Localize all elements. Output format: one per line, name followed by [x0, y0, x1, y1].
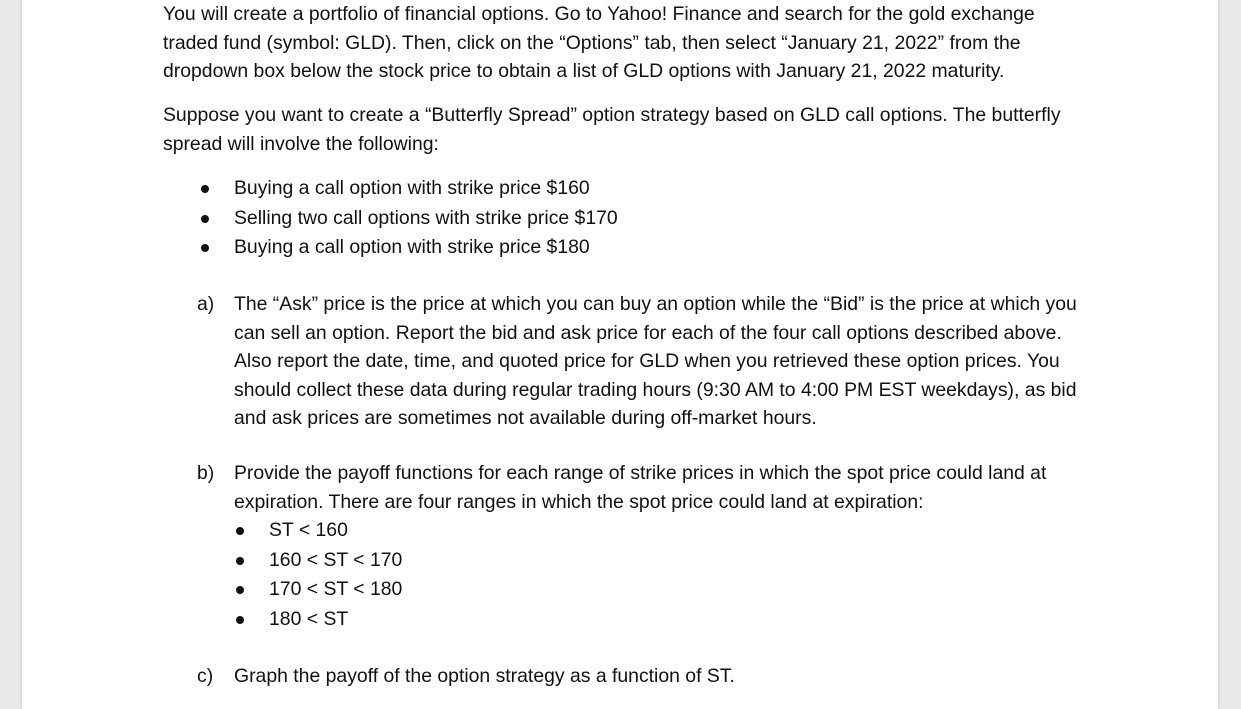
list-item: 160 < ST < 170	[234, 546, 1103, 576]
question-a	[163, 290, 1103, 433]
question-c-text: Graph the payoff of the option strategy as a function of ST.	[234, 665, 735, 687]
question-b	[163, 459, 1103, 634]
price-range-list	[234, 516, 1103, 634]
strategy-paragraph: Suppose you want to create a “Butterfly Spread” option strategy based on GLD call options. The butterfly spread will involve the following:	[163, 104, 1061, 155]
question-b-letter: b)	[197, 462, 215, 484]
intro-paragraph: You will create a portfolio of financial options. Go to Yahoo! Finance and search for the gold exchange traded fund (symbol: GLD). Then, click on the “Options” tab, then select “January 21, 2022” from the dropdown box below the stock price to obtain a list of GLD options with January 21, 2022 maturity.	[163, 3, 1035, 82]
list-item: 170 < ST < 180	[234, 575, 1103, 605]
list-item: 180 < ST	[234, 605, 1103, 635]
list-item: Selling two call options with strike price $170	[163, 204, 618, 234]
question-b-text: Provide the payoff functions for each range of strike prices in which the spot price could land at expiration. There are four ranges in which the spot price could land at expiration:	[234, 462, 1047, 513]
list-item: ST < 160	[234, 516, 1103, 546]
question-c-letter: c)	[197, 665, 214, 687]
list-item: Buying a call option with strike price $180	[163, 233, 618, 263]
strategy-bullet-list	[163, 174, 618, 263]
list-item: Buying a call option with strike price $160	[163, 174, 618, 204]
document-page	[22, 0, 1218, 709]
question-a-letter: a)	[197, 293, 215, 315]
question-a-text: The “Ask” price is the price at which you can buy an option while the “Bid” is the price at which you can sell an option. Report the bid and ask price for each of the four call options described above. Also report the date, time, and quoted price for GLD when you retrieved these option prices. You should collect these data during regular trading hours (9:30 AM to 4:00 PM EST weekdays), as bid and ask prices are sometimes not available during off-market hours.	[234, 293, 1077, 429]
question-c	[163, 662, 1103, 691]
